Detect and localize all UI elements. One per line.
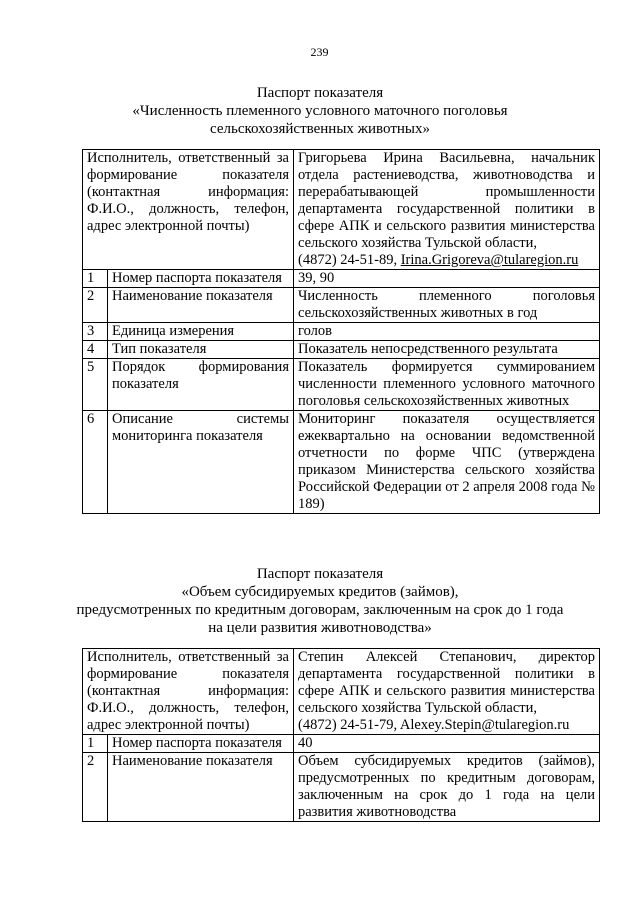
passport-2-heading-line: предусмотренных по кредитным договорам, заключенным на срок до 1 года <box>76 602 564 618</box>
row-label: Наименование показателя <box>108 753 294 822</box>
row-number: 1 <box>83 735 108 753</box>
row-value: Показатель формируется суммированием численности племенного условного маточного поголовья сельскохозяйственных животных <box>294 359 600 411</box>
executor-phone: (4872) 24-51-89, <box>298 252 398 268</box>
row-number: 3 <box>83 323 108 341</box>
executor-value: Степин Алексей Степанович, директор департамента государственной политики в сфере АПК и сельского развития министерства сельского хозяйства Тульской области, <box>298 649 595 716</box>
passport-1-heading-line: Паспорт показателя <box>256 85 384 101</box>
passport-1-heading-line: сельскохозяйственных животных» <box>210 121 430 137</box>
executor-value: Григорьева Ирина Васильевна, начальник отдела растениеводства, животноводства и перерабатывающей промышленности департамента государственной политики в сфере АПК и сельского развития министерства сельского хозяйства Тульской области, <box>298 150 595 251</box>
row-value: Численность племенного поголовья сельскохозяйственных животных в год <box>294 288 600 323</box>
passport-1-heading <box>60 84 580 138</box>
row-number: 5 <box>83 359 108 411</box>
executor-cell <box>294 150 600 270</box>
executor-phone: (4872) 24-51-79, <box>298 717 398 733</box>
row-number: 2 <box>83 288 108 323</box>
passport-1-table <box>82 149 600 514</box>
executor-label: Исполнитель, ответственный за формирование показателя (контактная информация: Ф.И.О., должность, телефон, адрес электронной почты) <box>83 150 294 270</box>
row-label: Описание системы мониторинга показателя <box>108 411 294 514</box>
row-label: Номер паспорта показателя <box>108 735 294 753</box>
executor-cell <box>294 649 600 735</box>
row-label: Наименование показателя <box>108 288 294 323</box>
row-value: Мониторинг показателя осуществляется ежеквартально на основании ведомственной отчетности по форме ЧПС (утверждена приказом Министерства сельского хозяйства Российской Федерации от 2 апреля 2008 года № 189) <box>294 411 600 514</box>
row-number: 1 <box>83 270 108 288</box>
table-row <box>83 270 600 288</box>
passport-2-table <box>82 648 600 822</box>
table-row <box>83 411 600 514</box>
passport-1-heading-line: «Численность племенного условного маточного поголовья <box>132 103 508 119</box>
row-label: Порядок формирования показателя <box>108 359 294 411</box>
table-row <box>83 288 600 323</box>
passport-2-heading-line: «Объем субсидируемых кредитов (займов), <box>181 584 459 600</box>
page-number: 239 <box>310 45 329 59</box>
table-row <box>83 753 600 822</box>
row-value: 39, 90 <box>294 270 600 288</box>
executor-email[interactable]: Irina.Grigoreva@tularegion.ru <box>400 252 579 268</box>
row-number: 6 <box>83 411 108 514</box>
passport-2-heading-line: на цели развития животноводства» <box>208 620 432 636</box>
row-value: голов <box>294 323 600 341</box>
row-number: 2 <box>83 753 108 822</box>
table-row <box>83 341 600 359</box>
row-value: 40 <box>294 735 600 753</box>
table-row <box>83 150 600 270</box>
row-value: Объем субсидируемых кредитов (займов), предусмотренных по кредитным договорам, заключенным на срок до 1 года на цели развития животноводства <box>294 753 600 822</box>
row-label: Тип показателя <box>108 341 294 359</box>
executor-email[interactable]: Alexey.Stepin@tularegion.ru <box>399 717 570 733</box>
row-label: Номер паспорта показателя <box>108 270 294 288</box>
table-row <box>83 359 600 411</box>
executor-label: Исполнитель, ответственный за формирование показателя (контактная информация: Ф.И.О., должность, телефон, адрес электронной почты) <box>83 649 294 735</box>
table-row <box>83 649 600 735</box>
table-row <box>83 323 600 341</box>
passport-2-heading-line: Паспорт показателя <box>256 566 384 582</box>
row-number: 4 <box>83 341 108 359</box>
table-row <box>83 735 600 753</box>
row-value: Показатель непосредственного результата <box>294 341 600 359</box>
passport-2-heading <box>60 565 580 637</box>
row-label: Единица измерения <box>108 323 294 341</box>
